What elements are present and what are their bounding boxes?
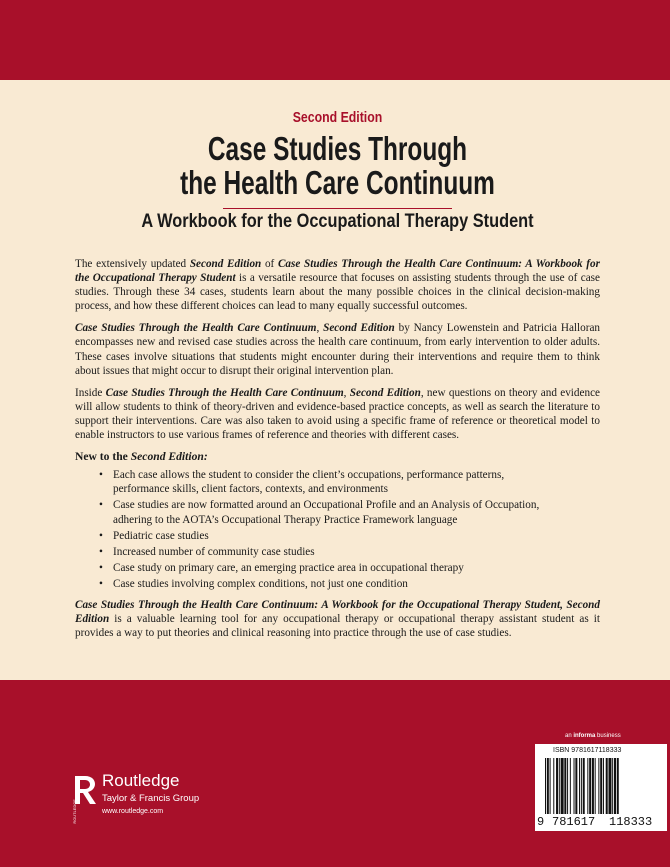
new-edition-heading — [75, 450, 600, 464]
title-line-1: Case Studies Through — [207, 130, 468, 167]
top-color-band — [0, 0, 670, 80]
emph: Case Studies Through the Health Care Continuum — [105, 386, 344, 399]
emph: Second Edition — [189, 258, 262, 270]
new-features-list — [75, 468, 600, 591]
emph: Case Studies Through the Health Care Continuum: A Workbook for the Occupational Therapy Student, Second Edition — [75, 598, 600, 626]
list-item: • Each case allows the student to consider the client’s occupations, performance patterns, performance skills, client factors, contexts, and environments — [113, 468, 600, 496]
publisher-name: Routledge — [102, 771, 180, 790]
isbn-digits-right: 118333 — [609, 815, 653, 829]
paragraph-4 — [75, 598, 600, 640]
book-subtitle: A Workbook for the Occupational Therapy Student — [141, 211, 534, 232]
text: , — [316, 322, 324, 335]
list-item: • Case study on primary care, an emerging practice area in occupational therapy — [113, 561, 600, 575]
informa-tagline — [565, 733, 621, 739]
emph: Second Edition: — [130, 450, 208, 464]
emph: Case Studies Through the Health Care Continuum: A Workbook for the Occupational Therapy Student — [75, 258, 600, 285]
publisher-group: Taylor & Francis Group — [102, 793, 200, 804]
isbn-barcode — [535, 744, 667, 831]
isbn-digits-left: 781617 — [552, 815, 596, 829]
title-divider — [223, 208, 452, 209]
informa-word: informa — [573, 733, 596, 739]
list-item: • Case studies are now formatted around an Occupational Profile and an Analysis of Occupation, adhering to the AOTA’s Occupational Therapy Practice Framework language — [113, 498, 600, 526]
isbn-label: ISBN 9781617118333 — [553, 747, 622, 754]
list-item: • Increased number of community case studies — [113, 545, 600, 559]
publisher-url: www.routledge.com — [102, 808, 164, 815]
text: is a versatile resource that focuses on assisting students through the use of case studies. Through these 34 cases, students learn about the many possible choices in the clinical decision-making process, and how these different choices can lead to many equally successful outcomes. — [75, 272, 601, 313]
isbn-digit-lead: 9 — [537, 815, 545, 829]
book-title — [75, 132, 600, 200]
text: , — [343, 386, 350, 399]
text: of — [261, 258, 278, 270]
text: Inside — [75, 386, 106, 399]
list-item: • Case studies involving complex conditions, not just one condition — [113, 577, 600, 591]
text: New to the — [75, 450, 131, 464]
emph: Second Edition — [323, 322, 395, 335]
list-item: • Pediatric case studies — [113, 529, 600, 543]
logo-vertical-text: ROUTLEDGE — [73, 799, 77, 824]
emph: Second Edition — [349, 386, 421, 399]
text: by Nancy Lowenstein and Patricia Halloran encompasses new and revised case studies across the health care continuum, from early intervention to older adults. These cases involve situations that students might encounter during their interventions and require them to think about issues that might occur to disrupt their original intervention plan. — [75, 322, 601, 377]
paragraph-3 — [75, 386, 600, 442]
text: The extensively updated — [75, 258, 190, 270]
text: , new questions on theory and evidence will allow students to think of theory-driven and evidence-based practice concepts, as well as search the literature to support their interventions. Care was also taken to avoid using a specific frame of reference or theoretical model to enable instructors to use various frames of reference and theories with different cases. — [75, 386, 600, 442]
edition-label: Second Edition — [292, 109, 383, 126]
emph: Case Studies Through the Health Care Continuum — [75, 322, 317, 335]
text: business — [595, 733, 621, 739]
text: an — [565, 733, 574, 739]
description — [75, 257, 600, 648]
title-line-2: the Health Care Continuum — [180, 164, 495, 201]
text: is a valuable learning tool for any occupational therapy or occupational therapy assistant student as it provides a way to put theories and clinical reasoning into practice through the use of case studies. — [75, 613, 600, 640]
paragraph-2 — [75, 321, 600, 377]
barcode-bars-icon — [545, 758, 661, 814]
paragraph-1 — [75, 257, 600, 313]
